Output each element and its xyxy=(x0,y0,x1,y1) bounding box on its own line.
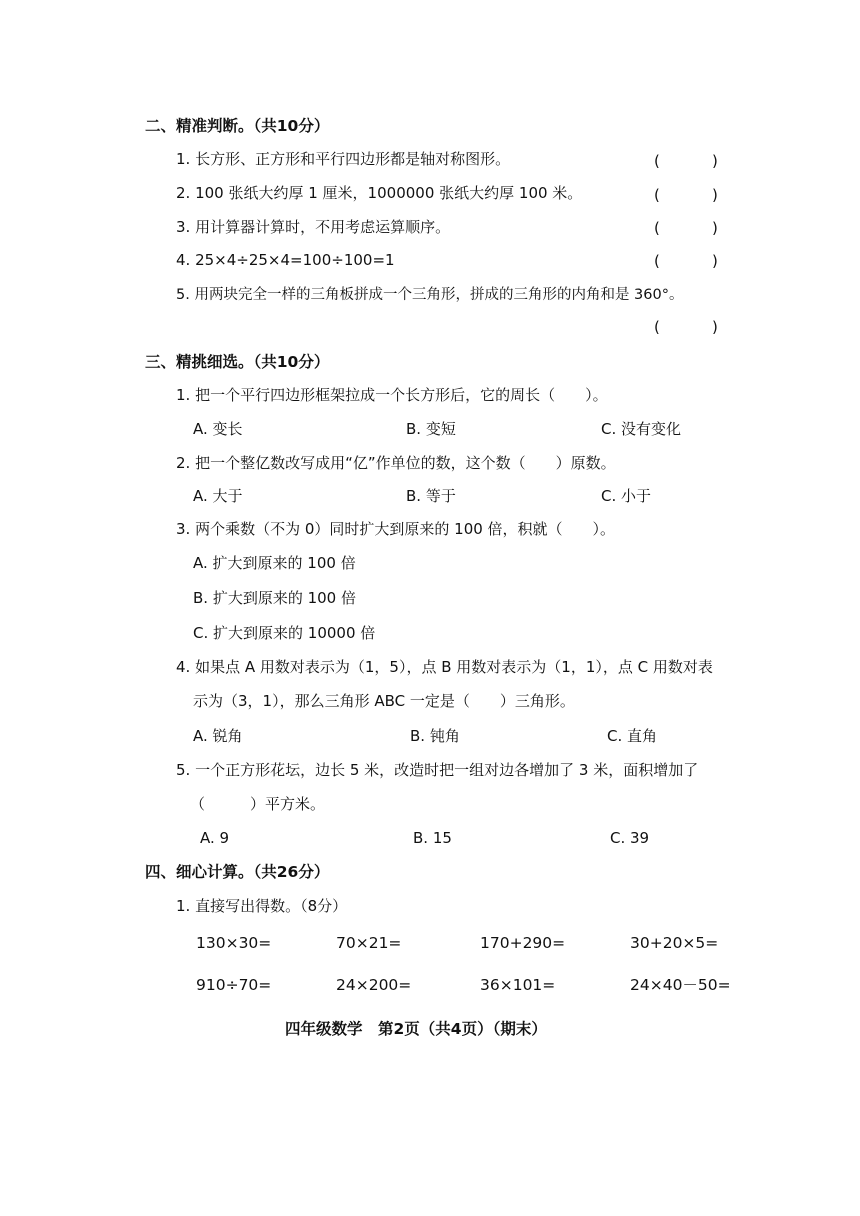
choice-question-1: 1. 把一个平行四边形框架拉成一个长方形后，它的周长（ ）。 xyxy=(176,386,608,404)
calc-item: 70×21= xyxy=(336,934,402,952)
choice-question-4-line-1: 4. 如果点 A 用数对表示为（1，5），点 B 用数对表示为（1，1），点 C 用数对表 xyxy=(176,658,713,676)
calc-item: 130×30= xyxy=(196,934,272,952)
choice-question-2: 2. 把一个整亿数改写成用“亿”作单位的数，这个数（ ）原数。 xyxy=(176,454,616,472)
option-a: A. 锐角 xyxy=(193,727,243,745)
option-b: B. 钝角 xyxy=(410,727,460,745)
section-4-title: 四、细心计算。（共26分） xyxy=(145,863,330,881)
choice-question-5-line-2: （ ）平方米。 xyxy=(190,795,326,813)
option-c: C. 39 xyxy=(610,829,650,847)
judge-item-5: 5. 用两块完全一样的三角板拼成一个三角形，拼成的三角形的内角和是 360°。 xyxy=(176,287,684,303)
option-b: B. 变短 xyxy=(406,420,456,438)
page-footer: 四年级数学 第2页（共4页）（期末） xyxy=(285,1020,547,1038)
calc-item: 170+290= xyxy=(480,934,566,952)
option-b: B. 等于 xyxy=(406,487,456,505)
choice-question-4-line-2: 示为（3，1），那么三角形 ABC 一定是（ ）三角形。 xyxy=(193,692,575,710)
option-b: B. 扩大到原来的 100 倍 xyxy=(193,589,356,607)
option-c: C. 小于 xyxy=(601,487,652,505)
answer-blank-open: ( xyxy=(654,318,660,336)
answer-blank-open: ( xyxy=(654,252,660,270)
judge-item-1: 1. 长方形、正方形和平行四边形都是轴对称图形。 xyxy=(176,150,511,168)
answer-blank-close: ) xyxy=(712,252,718,270)
option-a: A. 9 xyxy=(200,829,230,847)
answer-blank-open: ( xyxy=(654,219,660,237)
option-c: C. 没有变化 xyxy=(601,420,682,438)
calc-item: 36×101= xyxy=(480,976,556,994)
judge-item-2: 2. 100 张纸大约厚 1 厘米，1000000 张纸大约厚 100 米。 xyxy=(176,184,583,202)
section-3-title: 三、精挑细选。（共10分） xyxy=(145,353,330,371)
option-b: B. 15 xyxy=(413,829,452,847)
choice-question-3: 3. 两个乘数（不为 0）同时扩大到原来的 100 倍，积就（ ）。 xyxy=(176,520,616,538)
calc-item: 30+20×5= xyxy=(630,934,719,952)
answer-blank-open: ( xyxy=(654,186,660,204)
answer-blank-close: ) xyxy=(712,152,718,170)
answer-blank-open: ( xyxy=(654,152,660,170)
sub-question-1: 1. 直接写出得数。（8分） xyxy=(176,897,348,915)
answer-blank-close: ) xyxy=(712,186,718,204)
option-a: A. 变长 xyxy=(193,420,243,438)
calc-item: 910÷70= xyxy=(196,976,272,994)
calc-item: 24×200= xyxy=(336,976,412,994)
judge-item-4: 4. 25×4÷25×4=100÷100=1 xyxy=(176,251,395,269)
calc-item: 24×40－50= xyxy=(630,976,731,994)
answer-blank-close: ) xyxy=(712,219,718,237)
answer-blank-close: ) xyxy=(712,318,718,336)
option-c: C. 直角 xyxy=(607,727,658,745)
section-2-title: 二、精准判断。（共10分） xyxy=(145,117,330,135)
option-a: A. 扩大到原来的 100 倍 xyxy=(193,554,356,572)
option-a: A. 大于 xyxy=(193,487,243,505)
option-c: C. 扩大到原来的 10000 倍 xyxy=(193,624,376,642)
judge-item-3: 3. 用计算器计算时，不用考虑运算顺序。 xyxy=(176,218,451,236)
choice-question-5-line-1: 5. 一个正方形花坛，边长 5 米，改造时把一组对边各增加了 3 米，面积增加了 xyxy=(176,761,699,779)
